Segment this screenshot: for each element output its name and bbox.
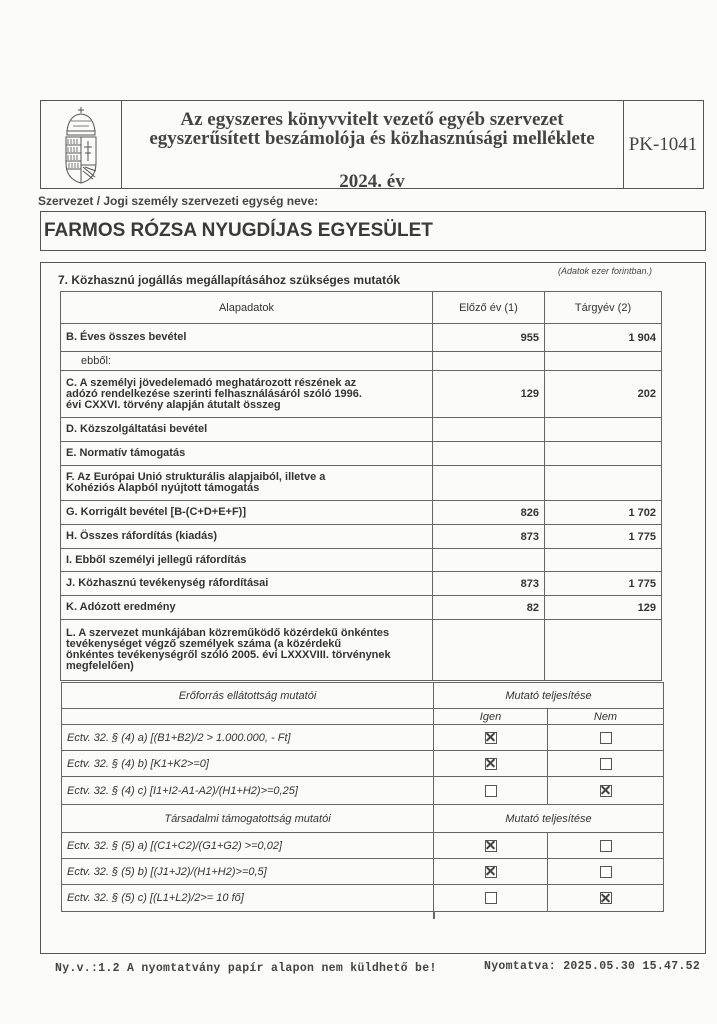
fulfillment-header: Mutató teljesítése — [434, 683, 664, 709]
previous-year-value — [433, 549, 545, 572]
column-header-previous-year: Előző év (1) — [433, 292, 545, 324]
table-row — [61, 620, 662, 681]
social-header-row — [62, 805, 664, 833]
basic-data-table — [60, 291, 662, 681]
yes-checkbox[interactable] — [485, 840, 497, 852]
no-checkbox[interactable] — [600, 758, 612, 770]
current-year-value: 1 775 — [545, 525, 662, 549]
resource-header-row — [62, 683, 664, 709]
table-row — [61, 501, 662, 525]
organization-name-label: Szervezet / Jogi személy szervezeti egység neve: — [38, 194, 319, 208]
previous-year-value — [433, 466, 545, 501]
no-checkbox[interactable] — [600, 732, 612, 744]
hungarian-coat-of-arms-icon — [41, 101, 121, 187]
previous-year-value: 955 — [433, 324, 545, 352]
empty-cell — [62, 709, 434, 725]
organization-name-field — [40, 211, 706, 251]
row-label: F. Az Európai Unió strukturális alapjaiból, illetve a Kohéziós Alapból nyújtott támogatás — [61, 466, 433, 501]
social-indicators-header: Társadalmi támogatottság mutatói — [62, 805, 434, 833]
current-year-value: 202 — [545, 371, 662, 418]
form-code: PK-1041 — [628, 133, 698, 155]
indicator-label: Ectv. 32. § (5) c) [(L1+L2)/2>= 10 fő] — [62, 885, 434, 912]
row-label: J. Közhasznú tevékenység ráfordításai — [61, 572, 433, 596]
current-year-value — [545, 620, 662, 681]
previous-year-value — [433, 418, 545, 442]
indicator-label: Ectv. 32. § (4) a) [(B1+B2)/2 > 1.000.000, - Ft] — [62, 725, 434, 751]
yes-checkbox[interactable] — [485, 758, 497, 770]
table-row — [61, 324, 662, 352]
current-year-value: 1 904 — [545, 324, 662, 352]
table-row — [61, 596, 662, 620]
row-label: H. Összes ráfordítás (kiadás) — [61, 525, 433, 549]
current-year-value — [545, 442, 662, 466]
indicator-row — [62, 833, 664, 859]
row-label: B. Éves összes bevétel — [61, 324, 433, 352]
current-year-value — [545, 549, 662, 572]
indicator-row — [62, 777, 664, 805]
column-header-basic-data: Alapadatok — [61, 292, 433, 324]
previous-year-value: 82 — [433, 596, 545, 620]
form-header — [40, 100, 704, 192]
table-row — [61, 525, 662, 549]
emblem-cell — [41, 101, 122, 188]
no-checkbox[interactable] — [600, 785, 612, 797]
column-divider-extension — [433, 911, 435, 919]
row-label: ebből: — [61, 352, 433, 371]
no-checkbox[interactable] — [600, 892, 612, 904]
previous-year-value: 826 — [433, 501, 545, 525]
indicator-label: Ectv. 32. § (4) c) [I1+I2-A1-A2)/(H1+H2)>=0,25] — [62, 777, 434, 805]
table-row — [61, 418, 662, 442]
social-fulfillment-header: Mutató teljesítése — [434, 805, 664, 833]
previous-year-value: 873 — [433, 572, 545, 596]
form-title-line-1: Az egyszeres könyvvitelt vezető egyéb szervezet — [180, 109, 564, 130]
no-column-header: Nem — [548, 709, 664, 725]
no-checkbox[interactable] — [600, 866, 612, 878]
current-year-value: 1 702 — [545, 501, 662, 525]
table-row — [61, 572, 662, 596]
row-label: G. Korrigált bevétel [B-(C+D+E+F)] — [61, 501, 433, 525]
resource-indicators-header: Erőforrás ellátottság mutatói — [62, 683, 434, 709]
current-year-value — [545, 352, 662, 371]
indicator-row — [62, 725, 664, 751]
row-label: C. A személyi jövedelemadó meghatározott részének az adózó rendelkezése szerinti felhasználásáról szóló 1996. évi CXXVI. törvény alapján átutalt összeg — [61, 371, 433, 418]
yes-checkbox[interactable] — [485, 892, 497, 904]
row-label: D. Közszolgáltatási bevétel — [61, 418, 433, 442]
row-label: L. A szervezet munkájában közreműködő közérdekű önkéntes tevékenységet végző személyek száma (a közérdekű önkéntes tevékenységről szóló 2005. évi LXXXVIII. törvénynek megfelelően) — [61, 620, 433, 681]
form-title-line-2: egyszerűsített beszámolója és közhasznúsági melléklete — [149, 128, 595, 149]
indicator-row — [62, 885, 664, 912]
previous-year-value — [433, 442, 545, 466]
print-timestamp: Nyomtatva: 2025.05.30 15.47.52 — [484, 960, 701, 973]
indicators-table — [61, 682, 664, 912]
section-title: 7. Közhasznú jogállás megállapításához szükséges mutatók — [58, 273, 401, 287]
current-year-value: 1 775 — [545, 572, 662, 596]
unit-note: (Adatok ezer forintban.) — [558, 266, 653, 276]
table-row — [61, 371, 662, 418]
yes-checkbox[interactable] — [485, 785, 497, 797]
form-title-block — [121, 101, 624, 192]
yes-no-header-row — [62, 709, 664, 725]
column-header-current-year: Tárgyév (2) — [545, 292, 662, 324]
indicator-row — [62, 751, 664, 777]
previous-year-value: 873 — [433, 525, 545, 549]
indicator-label: Ectv. 32. § (5) a) [(C1+C2)/(G1+G2) >=0,02] — [62, 833, 434, 859]
indicator-label: Ectv. 32. § (5) b) [(J1+J2)/(H1+H2)>=0,5] — [62, 859, 434, 885]
row-label: I. Ebből személyi jellegű ráfordítás — [61, 549, 433, 572]
yes-checkbox[interactable] — [485, 866, 497, 878]
no-checkbox[interactable] — [600, 840, 612, 852]
organization-name-value: FARMOS RÓZSA NYUGDÍJAS EGYESÜLET — [44, 220, 433, 241]
yes-checkbox[interactable] — [485, 732, 497, 744]
table-header-row — [61, 292, 662, 324]
current-year-value: 129 — [545, 596, 662, 620]
table-row — [61, 352, 662, 371]
previous-year-value — [433, 352, 545, 371]
previous-year-value: 129 — [433, 371, 545, 418]
table-row — [61, 466, 662, 501]
table-row — [61, 442, 662, 466]
previous-year-value — [433, 620, 545, 681]
current-year-value — [545, 418, 662, 442]
yes-column-header: Igen — [434, 709, 548, 725]
row-label: E. Normatív támogatás — [61, 442, 433, 466]
current-year-value — [545, 466, 662, 501]
indicator-label: Ectv. 32. § (4) b) [K1+K2>=0] — [62, 751, 434, 777]
footer-notice: Ny.v.:1.2 A nyomtatvány papír alapon nem küldhető be! — [55, 962, 437, 975]
form-year: 2024. év — [339, 171, 405, 192]
table-row — [61, 549, 662, 572]
row-label: K. Adózott eredmény — [61, 596, 433, 620]
indicator-row — [62, 859, 664, 885]
